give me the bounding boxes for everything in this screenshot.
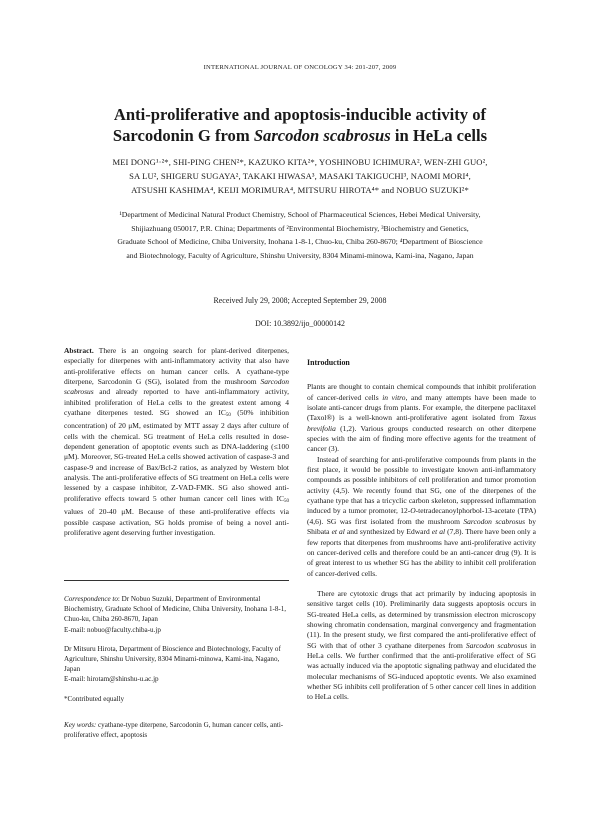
title-line-1: Anti-proliferative and apoptosis-inducible activity of — [113, 105, 487, 124]
text: in HeLa cells. We further confirmed that the anti-proliferative effect of SG was actually induced via the apoptotic signaling pathway and elucidated the molecular mechanisms of SG-induced apoptotic events. We also examined whether SG inhibits cell proliferation of 5 other cancer cell lines in addition to HeLa cells. — [307, 640, 537, 702]
italic-text: O — [410, 506, 416, 516]
correspondence-email-1[interactable]: E-mail: nobuo@faculty.chiba-u.jp — [64, 625, 161, 634]
affiliation-line: Graduate School of Medicine, Chiba University, Inohana 1-8-1, Chuo-ku, Chiba 260-8670; ⁴Department of Bioscience — [117, 237, 483, 247]
abstract-species: Sarcodon scabrosus — [64, 377, 289, 397]
text: Plants are thought to contain chemical compounds that inhibit proliferation of cancer-derived cells — [307, 382, 536, 402]
correspondence-label: Correspondence to — [64, 595, 118, 603]
keywords — [64, 720, 289, 740]
author-line: SA LU², SHIGERU SUGAYA², TAKAKI HIWASA³, MASAKI TAKIGUCHI³, NAOMI MORI⁴, — [129, 171, 471, 182]
introduction — [307, 346, 536, 703]
abstract-sentence: (50% inhibition concentration) of 20 μM, estimated by MTT assay 2 days after culture of cells with the chemical. SG treatment of HeLa cells resulted in dose-dependent generation of apoptotic events such as DNA-laddering (≤100 μM). Moreover, SG-treated HeLa cells showed activation of caspase-3 and caspase-9 and increase of Bax/Bcl-2 ratios, as analyzed by Western blot analysis. The anti-proliferative effects of SG treatment on HeLa cells were lessened by a caspase inhibitor, Z-VAD-FMK. SG also showed anti-proliferative effects toward 5 other human cancer cell lines with IC — [64, 408, 289, 503]
text: (7,8). There have been only a few reports that diterpenes from mushrooms have anti-proliferative activity on cancer-derived cells and therefore could be an anti-cancer drug (9). It is of great interest to us whether SG has the ability to inhibit cell proliferation of cancer-derived cells. — [307, 527, 537, 578]
contributed-note: *Contributed equally — [64, 694, 125, 703]
title-text: Sarcodonin G from — [112, 126, 254, 145]
text: (1,2). Various groups conducted research on other diterpene species with the aim of finding more effective agents for the treatment of cancer (3). — [307, 423, 536, 454]
section-heading: Introduction — [307, 358, 350, 367]
text: -tetradecanoylphorbol-13-acetate (TPA) (4,6). SG was first isolated from the mushroom — [307, 506, 536, 526]
abstract-sentence: There is an ongoing search for plant-derived diterpenes, especially for diterpenes with anti-inflammatory activity that also have anti-proliferative effects on human cancer cells. A cyathane-type diterpene, Sarcodonin G (SG), isolated from the mushroom — [64, 346, 289, 387]
footnotes — [64, 594, 289, 749]
italic-text: Sarcodon scabrosus — [465, 640, 528, 650]
text: Instead of searching for anti-proliferative compounds from plants in the first place, it would be possible to investigate known anti-inflammatory compounds as possible inhibitors of cell proliferation and tumor promotion activity (4,5). We recently found that SG, one of the diterpenes of the cyathane type that has a tricyclic carbon skeleton, suppressed inflammation induced by a tumor promoter, 12- — [307, 454, 536, 516]
received-accepted-dates: Received July 29, 2008; Accepted September 29, 2008 — [213, 296, 387, 305]
subscript: 50 — [284, 498, 289, 504]
abstract-label: Abstract. — [64, 346, 94, 355]
affiliations — [84, 208, 516, 262]
italic-text: et al — [331, 527, 345, 537]
title-text: in HeLa cells — [390, 126, 488, 145]
intro-paragraph-2 — [307, 455, 536, 579]
intro-paragraph-3 — [307, 589, 536, 703]
italic-text: et al — [431, 527, 446, 537]
text: and synthesized by Edward — [344, 527, 432, 537]
subscript: 50 — [225, 413, 231, 419]
author-list — [70, 155, 530, 198]
abstract — [64, 346, 289, 538]
affiliation-line: and Biotechnology, Faculty of Agriculture, Shinshu University, 8304 Minami-minowa, Kami-ina, Nagano, Japan — [126, 250, 474, 260]
author-line: MEI DONG¹·²*, SHI-PING CHEN²*, KAZUKO KITA²*, YOSHINOBU ICHIMURA², WEN-ZHI GUO², — [112, 157, 488, 167]
footnote-divider — [64, 580, 289, 581]
text: by Shibata — [307, 516, 537, 537]
footnote-rule-container — [64, 580, 289, 581]
doi-link[interactable]: DOI: 10.3892/ijo_00000142 — [255, 319, 345, 328]
italic-text: Sarcodon scabrosus — [463, 516, 526, 526]
text: There are cytotoxic drugs that act primarily by inducing apoptosis in sensitive target cells (10). Preliminarily data suggests apoptosis occurs in SG-treated HeLa cells, as determined by transmission electron microscopy showing chromatin condensation, marginal convergency and fragmentation (11). In the present study, we first compared the anti-proliferative effect of SG with that of other 3 cyathane diterpenes from — [307, 588, 536, 650]
title-line-2 — [60, 125, 540, 146]
journal-header: INTERNATIONAL JOURNAL OF ONCOLOGY 34: 201-207, 2009 — [203, 64, 397, 71]
correspondence-2: Dr Mitsuru Hirota, Department of Bioscience and Biotechnology, Faculty of Agriculture, Shinshu University, 8304 Minami-minowa, Kami-ina, Nagano, Japan — [64, 644, 281, 674]
abstract-sentence: values of 20-40 μM. Because of these anti-proliferative effects via possible caspase activation, SG holds promise of being a novel anti-proliferative agent deserving further investigation. — [64, 507, 289, 537]
title-species: Sarcodon scabrosus — [253, 126, 391, 145]
italic-text: in vitro — [382, 392, 406, 402]
affiliation-line: ¹Department of Medicinal Natural Product Chemistry, School of Pharmaceutical Sciences, Hebei Medical University, — [119, 210, 481, 219]
intro-paragraph-1 — [307, 382, 536, 454]
correspondence-email-2[interactable]: E-mail: hirotam@shinshu-u.ac.jp — [64, 675, 159, 684]
keywords-label: Key words: — [64, 720, 97, 729]
text: , and many attempts have been made to isolate anti-cancer drugs from plants. For example, the diterpene paclitaxel (Taxol®) is a well-known anti-proliferative agent isolated from — [307, 392, 536, 423]
author-line: ATSUSHI KASHIMA⁴, KEIJI MORIMURA⁴, MITSURU HIROTA⁴* and NOBUO SUZUKI²* — [131, 185, 469, 196]
abstract-text — [64, 346, 289, 538]
affiliation-line: Shijiazhuang 050017, P.R. China; Departments of ²Environmental Biochemistry, ³Biochemistry and Genetics, — [131, 223, 469, 233]
paper-title — [60, 104, 540, 146]
abstract-sentence: and already reported to have anti-inflammatory activity, inhibited proliferation of HeLa cells to the greatest extent among 4 cyathane diterpenes tested. SG showed an IC — [64, 387, 289, 418]
keywords-text: cyathane-type diterpene, Sarcodonin G, human cancer cells, anti-proliferative effect, apoptosis — [64, 720, 284, 740]
italic-text: Taxus brevifolia — [307, 413, 536, 433]
correspondence-1 — [64, 594, 289, 625]
correspondence-text: : Dr Nobuo Suzuki, Department of Environmental Biochemistry, Graduate School of Medicine, Chiba University, Inohana 1-8-1, Chuo-ku, Chiba 260-8670, Japan — [64, 595, 287, 624]
